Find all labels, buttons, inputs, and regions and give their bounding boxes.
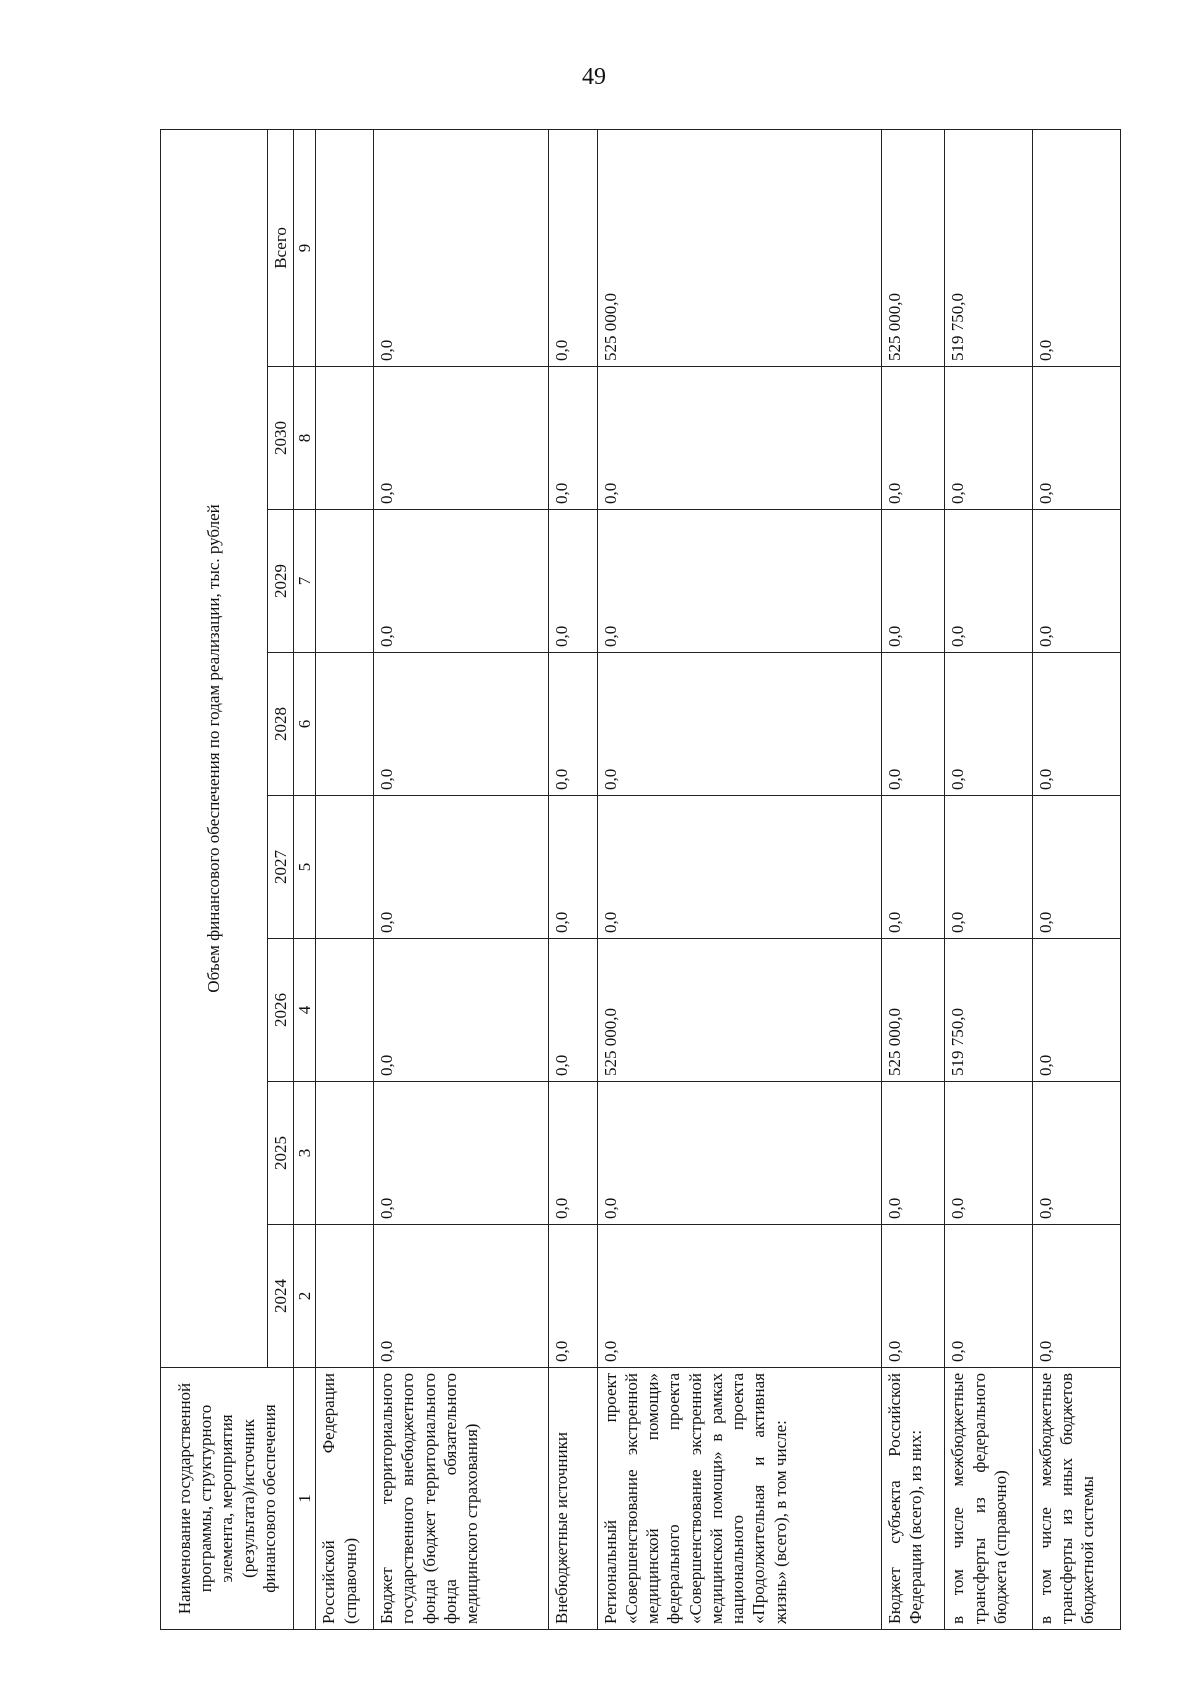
header-row-col-numbers — [294, 129, 316, 1629]
cell-value: 0,0 — [597, 510, 881, 653]
header-year: 2025 — [267, 1082, 293, 1225]
cell-value: 0,0 — [1032, 796, 1120, 939]
cell-value: 0,0 — [549, 367, 598, 510]
row-name: в том числе межбюджетные трансферты из иных бюджетов бюджетной системы — [1032, 1368, 1120, 1630]
cell-value: 0,0 — [549, 653, 598, 796]
cell-value: 525 000,0 — [597, 939, 881, 1082]
cell-value — [316, 129, 374, 366]
col-number: 9 — [294, 129, 316, 366]
cell-value — [316, 939, 374, 1082]
cell-value: 0,0 — [374, 796, 549, 939]
row-name: Бюджет территориального государственного внебюджетного фонда (бюджет территориального фонда обязательного медицинского страхования) — [374, 1368, 549, 1630]
table-row — [882, 129, 945, 1629]
table-row — [549, 129, 598, 1629]
col-number: 5 — [294, 796, 316, 939]
cell-value: 519 750,0 — [945, 939, 1033, 1082]
cell-value: 0,0 — [1032, 510, 1120, 653]
row-name: Внебюджетные источники — [549, 1368, 598, 1630]
header-year: 2030 — [267, 367, 293, 510]
cell-value: 0,0 — [945, 367, 1033, 510]
col-number: 2 — [294, 1225, 316, 1368]
cell-value: 0,0 — [882, 367, 945, 510]
cell-value: 0,0 — [1032, 1225, 1120, 1368]
col-number: 8 — [294, 367, 316, 510]
cell-value — [316, 796, 374, 939]
cell-value — [316, 653, 374, 796]
financing-table — [160, 129, 1121, 1630]
cell-value: 0,0 — [374, 1225, 549, 1368]
col-number: 3 — [294, 1082, 316, 1225]
cell-value: 0,0 — [945, 510, 1033, 653]
cell-value: 0,0 — [549, 510, 598, 653]
table-row — [374, 129, 549, 1629]
cell-value: 0,0 — [374, 1082, 549, 1225]
header-year: 2026 — [267, 939, 293, 1082]
header-group-title: Объем финансового обеспечения по годам реализации, тыс. рублей — [161, 129, 268, 1367]
table-row — [597, 129, 881, 1629]
cell-value: 525 000,0 — [882, 939, 945, 1082]
row-name: Бюджет субъекта Российской Федерации (всего), из них: — [882, 1368, 945, 1630]
col-number: 7 — [294, 510, 316, 653]
col-number: 1 — [294, 1368, 316, 1630]
cell-value: 0,0 — [549, 939, 598, 1082]
cell-value: 0,0 — [374, 653, 549, 796]
header-row-1 — [161, 129, 268, 1629]
col-number: 6 — [294, 653, 316, 796]
cell-value: 0,0 — [597, 367, 881, 510]
cell-value: 0,0 — [549, 129, 598, 366]
page-number: 49 — [582, 64, 606, 90]
cell-value: 0,0 — [374, 129, 549, 366]
cell-value: 0,0 — [597, 1225, 881, 1368]
cell-value: 0,0 — [945, 796, 1033, 939]
cell-value: 525 000,0 — [882, 129, 945, 366]
cell-value: 0,0 — [597, 796, 881, 939]
cell-value: 0,0 — [945, 1082, 1033, 1225]
row-name: Региональный проект «Совершенствование экстренной медицинской помощи» федерального проекта «Совершенствование экстренной медицинской помощи» в рамках национального проекта «Продолжительная и активная жизнь» (всего), в том числе: — [597, 1368, 881, 1630]
cell-value: 0,0 — [1032, 939, 1120, 1082]
header-name-col: Наименование государственной программы, структурного элемента, мероприятия (результата)/источник финансового обеспечения — [161, 1368, 294, 1630]
cell-value: 0,0 — [374, 939, 549, 1082]
cell-value: 0,0 — [1032, 367, 1120, 510]
cell-value: 0,0 — [374, 367, 549, 510]
header-year: 2028 — [267, 653, 293, 796]
cell-value: 0,0 — [597, 653, 881, 796]
table-row — [945, 129, 1033, 1629]
table-row — [1032, 129, 1120, 1629]
header-year-total: Всего — [267, 129, 293, 366]
cell-value: 0,0 — [945, 653, 1033, 796]
cell-value: 0,0 — [945, 1225, 1033, 1368]
cell-value: 519 750,0 — [945, 129, 1033, 366]
cell-value: 525 000,0 — [597, 129, 881, 366]
cell-value: 0,0 — [882, 1082, 945, 1225]
cell-value: 0,0 — [882, 796, 945, 939]
cell-value: 0,0 — [882, 1225, 945, 1368]
cell-value: 0,0 — [549, 1225, 598, 1368]
cell-value: 0,0 — [597, 1082, 881, 1225]
row-name: в том числе межбюджетные трансферты из федерального бюджета (справочно) — [945, 1368, 1033, 1630]
header-year: 2027 — [267, 796, 293, 939]
header-year: 2029 — [267, 510, 293, 653]
cell-value — [316, 510, 374, 653]
cell-value: 0,0 — [1032, 1082, 1120, 1225]
cell-value — [316, 367, 374, 510]
cell-value: 0,0 — [882, 653, 945, 796]
rotated-table-wrapper — [160, 130, 1098, 1630]
header-year: 2024 — [267, 1225, 293, 1368]
col-number: 4 — [294, 939, 316, 1082]
row-name: Российской Федерации (справочно) — [316, 1368, 374, 1630]
cell-value: 0,0 — [1032, 129, 1120, 366]
cell-value — [316, 1082, 374, 1225]
cell-value: 0,0 — [882, 510, 945, 653]
table-row — [316, 129, 374, 1629]
cell-value: 0,0 — [374, 510, 549, 653]
cell-value — [316, 1225, 374, 1368]
cell-value: 0,0 — [549, 796, 598, 939]
cell-value: 0,0 — [549, 1082, 598, 1225]
cell-value: 0,0 — [1032, 653, 1120, 796]
